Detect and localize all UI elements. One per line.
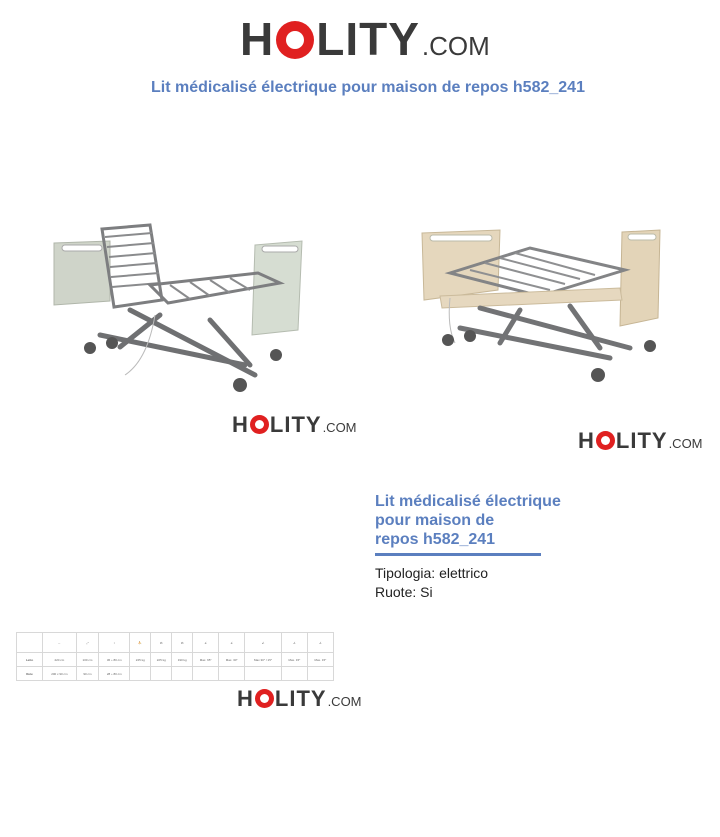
table-cell bbox=[281, 667, 307, 681]
logo-letters-lity: LITY bbox=[316, 13, 420, 65]
logo-letter-h: H bbox=[240, 13, 275, 65]
logo-suffix: .COM bbox=[327, 694, 362, 709]
logo-letter-h: H bbox=[578, 428, 595, 453]
product-title bbox=[375, 492, 575, 549]
table-cell: 190 kg bbox=[172, 653, 193, 667]
product-title-line: repos h582_241 bbox=[375, 531, 496, 548]
table-cell: ↕ bbox=[99, 633, 130, 653]
product-title-line: Lit médicalisé électrique bbox=[375, 493, 561, 510]
table-cell bbox=[17, 633, 43, 653]
brand-logo[interactable] bbox=[240, 12, 490, 66]
table-cell: Max. 15° bbox=[307, 653, 333, 667]
table-cell: ∠ bbox=[193, 633, 219, 653]
bed-wood-illustration bbox=[410, 218, 670, 393]
table-cell: Max 30° / 15° bbox=[245, 653, 282, 667]
table-row bbox=[17, 633, 334, 653]
table-cell: ∠ bbox=[245, 633, 282, 653]
logo-o-icon bbox=[596, 431, 615, 450]
page-title: Lit médicalisé électrique pour maison de repos h582_241 bbox=[151, 79, 585, 96]
table-cell bbox=[219, 667, 245, 681]
logo-suffix: .COM bbox=[421, 31, 490, 61]
table-cell: ∠ bbox=[281, 633, 307, 653]
bed-grey-illustration bbox=[40, 215, 330, 405]
watermark-logo-3 bbox=[237, 686, 362, 712]
table-cell: 90 cm bbox=[76, 667, 98, 681]
table-cell: ⚖ bbox=[151, 633, 172, 653]
table-cell bbox=[307, 667, 333, 681]
logo-letter-h: H bbox=[232, 412, 249, 437]
logo-letters-lity: LITY bbox=[274, 686, 327, 711]
table-cell: 36 ÷ 80 cm bbox=[99, 653, 130, 667]
table-cell: 225 kg bbox=[151, 653, 172, 667]
watermark-logo-2 bbox=[578, 428, 703, 454]
watermark-logo-1 bbox=[232, 412, 357, 438]
table-cell: ⛹ bbox=[130, 633, 151, 653]
table-cell: 220 cm bbox=[43, 653, 77, 667]
logo-o-icon bbox=[250, 415, 269, 434]
logo-o-icon bbox=[276, 21, 314, 59]
table-cell: ⇔ bbox=[43, 633, 77, 653]
product-image-2[interactable] bbox=[410, 218, 670, 393]
product-image-1[interactable] bbox=[40, 215, 330, 405]
title-underline bbox=[375, 553, 541, 556]
table-cell bbox=[193, 667, 219, 681]
table-cell bbox=[151, 667, 172, 681]
table-cell: 28 ÷ 80 cm bbox=[99, 667, 130, 681]
table-cell: ⤢ bbox=[76, 633, 98, 653]
attribute-tipologia: Tipologia: elettrico bbox=[375, 565, 489, 581]
table-row bbox=[17, 653, 334, 667]
attribute-ruote: Ruote: Si bbox=[375, 584, 433, 600]
table-cell: 100 cm bbox=[76, 653, 98, 667]
table-cell bbox=[172, 667, 193, 681]
logo-o-icon bbox=[255, 689, 274, 708]
logo-suffix: .COM bbox=[322, 420, 357, 435]
spec-table bbox=[16, 632, 334, 681]
table-cell: Max. 30° bbox=[219, 653, 245, 667]
table-cell: ∠ bbox=[307, 633, 333, 653]
table-row bbox=[17, 667, 334, 681]
logo-letters-lity: LITY bbox=[269, 412, 322, 437]
table-cell: Max. 65° bbox=[193, 653, 219, 667]
logo-letters-lity: LITY bbox=[615, 428, 668, 453]
table-cell: Rete bbox=[17, 667, 43, 681]
logo-letter-h: H bbox=[237, 686, 254, 711]
table-cell: Letto bbox=[17, 653, 43, 667]
table-cell: ⚖ bbox=[172, 633, 193, 653]
table-cell bbox=[130, 667, 151, 681]
logo-suffix: .COM bbox=[668, 436, 703, 451]
table-cell: Max. 15° bbox=[281, 653, 307, 667]
table-cell: 225 kg bbox=[130, 653, 151, 667]
product-title-line: pour maison de bbox=[375, 512, 495, 529]
table-cell: ∠ bbox=[219, 633, 245, 653]
table-cell bbox=[245, 667, 282, 681]
table-cell: 200 x 90 cm bbox=[43, 667, 77, 681]
